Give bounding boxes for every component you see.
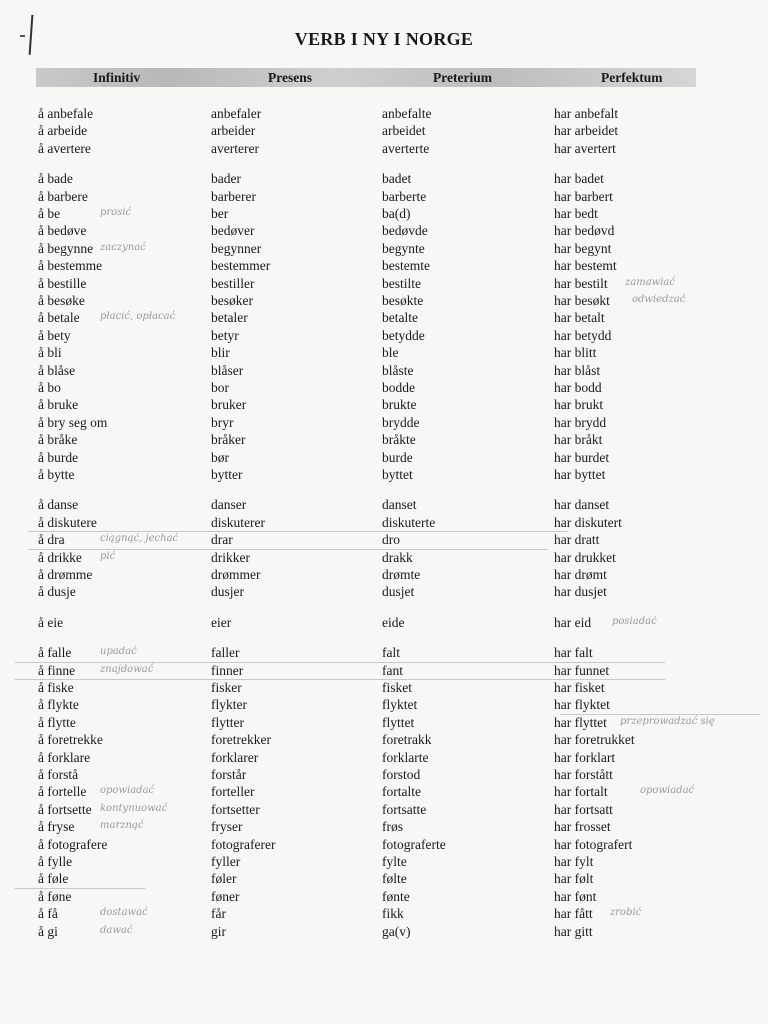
infinitiv-cell: å få bbox=[38, 906, 58, 922]
perfektum-cell: har fønt bbox=[554, 888, 597, 904]
infinitiv-cell: å fortsette bbox=[38, 801, 92, 817]
preterium-cell: averterte bbox=[382, 140, 430, 156]
table-row bbox=[0, 450, 768, 467]
scan-line bbox=[15, 888, 145, 889]
perfektum-cell: har foretrukket bbox=[554, 732, 635, 748]
preterium-cell: ga(v) bbox=[382, 923, 411, 939]
infinitiv-cell: å bety bbox=[38, 327, 71, 343]
handwritten-note: pić bbox=[100, 550, 116, 562]
presens-cell: averterer bbox=[211, 140, 259, 156]
page-title: VERB I NY I NORGE bbox=[294, 29, 474, 49]
infinitiv-cell: å føne bbox=[38, 888, 72, 904]
presens-cell: bor bbox=[211, 380, 229, 395]
preterium-cell: følte bbox=[382, 871, 407, 887]
perfektum-cell: har anbefalt bbox=[554, 106, 619, 121]
table-row bbox=[0, 432, 768, 449]
presens-cell: eier bbox=[211, 614, 232, 630]
infinitiv-cell: å flytte bbox=[38, 714, 76, 730]
perfektum-cell: har bestilt bbox=[554, 275, 608, 291]
perfektum-cell: har flyttet bbox=[554, 714, 607, 730]
preterium-cell: brukte bbox=[382, 397, 417, 413]
handwritten-note: odwiedzać bbox=[632, 294, 686, 305]
presens-cell: betaler bbox=[211, 310, 248, 326]
presens-cell: gir bbox=[211, 923, 226, 939]
handwritten-note: znajdować bbox=[100, 663, 154, 675]
handwritten-note: upadać bbox=[100, 646, 137, 658]
preterium-cell: flyktet bbox=[382, 697, 418, 713]
preterium-cell: betalte bbox=[382, 310, 418, 326]
presens-cell: bytter bbox=[211, 467, 243, 482]
preterium-cell: begynte bbox=[382, 240, 425, 256]
preterium-cell: flyttet bbox=[382, 714, 415, 730]
table-row bbox=[0, 889, 768, 906]
preterium-cell: dro bbox=[382, 532, 400, 548]
perfektum-cell: har besøkt bbox=[554, 293, 610, 308]
perfektum-cell: har bedt bbox=[554, 206, 598, 221]
infinitiv-cell: å bestemme bbox=[38, 258, 103, 274]
presens-cell: fisker bbox=[211, 680, 242, 695]
table-row bbox=[0, 750, 768, 767]
infinitiv-cell: å fylle bbox=[38, 854, 73, 869]
perfektum-cell: har begynt bbox=[554, 240, 612, 256]
preterium-cell: eide bbox=[382, 614, 405, 630]
infinitiv-cell: å bruke bbox=[38, 397, 79, 413]
table-row bbox=[0, 467, 768, 484]
infinitiv-cell: å flykte bbox=[38, 697, 79, 713]
preterium-cell: fortsatte bbox=[382, 801, 427, 817]
preterium-cell: fønte bbox=[382, 888, 410, 904]
presens-cell: arbeider bbox=[211, 123, 256, 139]
handwritten-note: marznąć bbox=[100, 820, 144, 832]
preterium-cell: fant bbox=[382, 662, 403, 678]
table-row bbox=[0, 415, 768, 432]
handwritten-note: płacić, opłacać bbox=[100, 311, 176, 323]
infinitiv-cell: å dra bbox=[38, 532, 65, 548]
presens-cell: ber bbox=[211, 206, 229, 221]
infinitiv-cell: å forklare bbox=[38, 749, 91, 765]
perfektum-cell: har dratt bbox=[554, 532, 600, 548]
perfektum-cell: har følt bbox=[554, 871, 594, 887]
perfektum-cell: har fisket bbox=[554, 680, 605, 695]
preterium-cell: bråkte bbox=[382, 432, 416, 448]
presens-cell: bryr bbox=[211, 414, 234, 430]
infinitiv-cell: å foretrekke bbox=[38, 732, 103, 748]
perfektum-cell: har brydd bbox=[554, 414, 607, 430]
presens-cell: bruker bbox=[211, 397, 247, 413]
perfektum-cell: har fortalt bbox=[554, 784, 608, 800]
infinitiv-cell: å danse bbox=[38, 497, 79, 513]
infinitiv-cell: å dusje bbox=[38, 584, 76, 600]
perfektum-cell: har danset bbox=[554, 497, 610, 513]
infinitiv-cell: å føle bbox=[38, 871, 69, 887]
infinitiv-cell: å be bbox=[38, 206, 61, 221]
perfektum-cell: har fortsatt bbox=[554, 801, 613, 817]
presens-cell: fryser bbox=[211, 819, 243, 835]
preterium-cell: bedøvde bbox=[382, 223, 428, 239]
infinitiv-cell: å fotografere bbox=[38, 836, 108, 852]
table-row bbox=[0, 680, 768, 697]
preterium-cell: fotograferte bbox=[382, 836, 446, 852]
infinitiv-cell: å drømme bbox=[38, 567, 93, 582]
perfektum-cell: har funnet bbox=[554, 662, 610, 678]
perfektum-cell: har burdet bbox=[554, 449, 610, 465]
preterium-cell: anbefalte bbox=[382, 106, 432, 121]
infinitiv-cell: å bråke bbox=[38, 432, 78, 448]
perfektum-cell: har forklart bbox=[554, 749, 616, 765]
preterium-cell: besøkte bbox=[382, 293, 424, 308]
presens-cell: føler bbox=[211, 871, 237, 887]
infinitiv-cell: å diskutere bbox=[38, 514, 97, 530]
table-row bbox=[0, 854, 768, 871]
perfektum-cell: har barbert bbox=[554, 188, 613, 204]
preterium-cell: ba(d) bbox=[382, 206, 411, 221]
table-row bbox=[0, 515, 768, 532]
preterium-cell: frøs bbox=[382, 819, 403, 835]
presens-cell: bader bbox=[211, 171, 241, 187]
scan-line bbox=[15, 662, 665, 663]
presens-cell: drikker bbox=[211, 549, 250, 565]
preterium-cell: barberte bbox=[382, 188, 427, 204]
table-row bbox=[0, 345, 768, 362]
table-row bbox=[0, 223, 768, 240]
perfektum-cell: har bråkt bbox=[554, 432, 603, 448]
perfektum-cell: har gitt bbox=[554, 923, 593, 939]
infinitiv-cell: å fryse bbox=[38, 819, 75, 835]
preterium-cell: bodde bbox=[382, 380, 415, 395]
presens-cell: blåser bbox=[211, 362, 244, 378]
presens-cell: flytter bbox=[211, 714, 244, 730]
preterium-cell: badet bbox=[382, 171, 412, 187]
preterium-cell: betydde bbox=[382, 327, 425, 343]
perfektum-cell: har drukket bbox=[554, 549, 616, 565]
presens-cell: foretrekker bbox=[211, 732, 271, 748]
infinitiv-cell: å bo bbox=[38, 380, 61, 395]
perfektum-cell: har fylt bbox=[554, 854, 594, 869]
handwritten-note: ciągnąć, jechać bbox=[100, 533, 179, 545]
preterium-cell: falt bbox=[382, 645, 400, 661]
infinitiv-cell: å eie bbox=[38, 614, 64, 630]
presens-cell: betyr bbox=[211, 327, 239, 343]
infinitiv-cell: å arbeide bbox=[38, 123, 88, 139]
preterium-cell: burde bbox=[382, 449, 413, 465]
infinitiv-cell: å barbere bbox=[38, 188, 88, 204]
perfektum-cell: har avertert bbox=[554, 140, 616, 156]
presens-cell: bestiller bbox=[211, 275, 255, 291]
presens-cell: blir bbox=[211, 345, 230, 361]
infinitiv-cell: å gi bbox=[38, 923, 58, 939]
perfektum-cell: har blitt bbox=[554, 345, 597, 361]
preterium-cell: bestilte bbox=[382, 275, 421, 291]
preterium-cell: forklarte bbox=[382, 749, 429, 765]
infinitiv-cell: å forstå bbox=[38, 767, 79, 782]
perfektum-cell: har drømt bbox=[554, 567, 607, 582]
table-row bbox=[0, 584, 768, 601]
table-row bbox=[0, 141, 768, 158]
handwritten-note: dostawać bbox=[100, 907, 148, 919]
perfektum-cell: har badet bbox=[554, 171, 604, 187]
perfektum-cell: har arbeidet bbox=[554, 123, 619, 139]
presens-cell: finner bbox=[211, 662, 244, 678]
perfektum-cell: har forstått bbox=[554, 767, 613, 782]
presens-cell: drar bbox=[211, 532, 233, 548]
handwritten-note: opowiadać bbox=[100, 785, 155, 797]
presens-cell: besøker bbox=[211, 293, 253, 308]
infinitiv-cell: å finne bbox=[38, 662, 76, 678]
perfektum-cell: har bodd bbox=[554, 380, 602, 395]
infinitiv-cell: å bytte bbox=[38, 467, 75, 482]
preterium-cell: fortalte bbox=[382, 784, 421, 800]
presens-cell: får bbox=[211, 906, 226, 922]
infinitiv-cell: å anbefale bbox=[38, 106, 94, 121]
presens-cell: bråker bbox=[211, 432, 246, 448]
presens-cell: fortsetter bbox=[211, 801, 260, 817]
table-row bbox=[0, 258, 768, 275]
presens-cell: fotograferer bbox=[211, 836, 276, 852]
infinitiv-cell: å avertere bbox=[38, 140, 91, 156]
handwritten-note: zrobić bbox=[610, 907, 642, 919]
infinitiv-cell: å burde bbox=[38, 449, 79, 465]
preterium-cell: diskuterte bbox=[382, 514, 436, 530]
perfektum-cell: har brukt bbox=[554, 397, 604, 413]
table-row bbox=[0, 697, 768, 714]
perfektum-cell: har fått bbox=[554, 906, 593, 922]
perfektum-cell: har byttet bbox=[554, 467, 606, 482]
perfektum-cell: har dusjet bbox=[554, 584, 607, 600]
presens-cell: bedøver bbox=[211, 223, 255, 239]
infinitiv-cell: å betale bbox=[38, 310, 80, 326]
handwritten-note: zamawiać bbox=[625, 276, 675, 288]
preterium-cell: danset bbox=[382, 497, 417, 513]
table-row bbox=[0, 567, 768, 584]
presens-cell: faller bbox=[211, 645, 240, 661]
preterium-cell: forstod bbox=[382, 767, 421, 782]
preterium-cell: foretrakk bbox=[382, 732, 432, 748]
preterium-cell: drømte bbox=[382, 567, 421, 582]
preterium-cell: drakk bbox=[382, 549, 413, 565]
presens-cell: dusjer bbox=[211, 584, 244, 600]
infinitiv-cell: å begynne bbox=[38, 240, 94, 256]
infinitiv-cell: å bestille bbox=[38, 275, 87, 291]
presens-cell: danser bbox=[211, 497, 247, 513]
infinitiv-cell: å besøke bbox=[38, 293, 85, 308]
infinitiv-cell: å bedøve bbox=[38, 223, 87, 239]
perfektum-cell: har betydd bbox=[554, 327, 612, 343]
table-row bbox=[0, 497, 768, 514]
preterium-cell: ble bbox=[382, 345, 399, 361]
preterium-cell: dusjet bbox=[382, 584, 415, 600]
table-row bbox=[0, 871, 768, 888]
perfektum-cell: har bedøvd bbox=[554, 223, 615, 239]
preterium-cell: bestemte bbox=[382, 258, 430, 274]
table-row bbox=[0, 328, 768, 345]
preterium-cell: fikk bbox=[382, 906, 404, 922]
scan-line bbox=[560, 714, 760, 715]
presens-cell: drømmer bbox=[211, 567, 261, 582]
table-row bbox=[0, 106, 768, 123]
table-row bbox=[0, 732, 768, 749]
infinitiv-cell: å bry seg om bbox=[38, 414, 108, 430]
presens-cell: flykter bbox=[211, 697, 247, 713]
scan-line bbox=[15, 679, 665, 680]
perfektum-cell: har bestemt bbox=[554, 258, 617, 274]
presens-cell: føner bbox=[211, 888, 240, 904]
preterium-cell: fylte bbox=[382, 854, 407, 869]
table-row bbox=[0, 363, 768, 380]
scan-line bbox=[28, 549, 548, 550]
table-row bbox=[0, 171, 768, 188]
presens-cell: forteller bbox=[211, 784, 255, 800]
preterium-cell: blåste bbox=[382, 362, 414, 378]
handwritten-note: prosić bbox=[100, 207, 132, 218]
presens-cell: bestemmer bbox=[211, 258, 271, 274]
infinitiv-cell: å falle bbox=[38, 645, 72, 661]
infinitiv-cell: å bade bbox=[38, 171, 73, 187]
header-infinitiv: Infinitiv bbox=[93, 70, 141, 85]
perfektum-cell: har diskutert bbox=[554, 514, 622, 530]
presens-cell: bør bbox=[211, 449, 229, 465]
infinitiv-cell: å fortelle bbox=[38, 784, 87, 800]
infinitiv-cell: å blåse bbox=[38, 362, 76, 378]
handwritten-note: posiadać bbox=[612, 615, 657, 627]
scan-line bbox=[28, 531, 568, 532]
handwritten-note: zaczynać bbox=[100, 241, 146, 253]
presens-cell: anbefaler bbox=[211, 106, 262, 121]
presens-cell: diskuterer bbox=[211, 514, 265, 530]
handwritten-note: opowiadać bbox=[640, 785, 695, 797]
presens-cell: forklarer bbox=[211, 749, 259, 765]
table-row bbox=[0, 123, 768, 140]
header-preterium: Preterium bbox=[433, 70, 492, 85]
table-row bbox=[0, 767, 768, 784]
handwritten-note: dawać bbox=[100, 924, 133, 936]
header-presens: Presens bbox=[268, 70, 312, 85]
perfektum-cell: har betalt bbox=[554, 310, 605, 326]
preterium-cell: byttet bbox=[382, 467, 413, 482]
preterium-cell: brydde bbox=[382, 414, 420, 430]
handwritten-note: kontynuować bbox=[100, 802, 168, 814]
perfektum-cell: har fotografert bbox=[554, 836, 633, 852]
perfektum-cell: har flyktet bbox=[554, 697, 610, 713]
perfektum-cell: har frosset bbox=[554, 819, 611, 835]
infinitiv-cell: å bli bbox=[38, 345, 62, 361]
handwritten-note: przeprowadzać się bbox=[620, 715, 715, 727]
table-row bbox=[0, 837, 768, 854]
perfektum-cell: har falt bbox=[554, 645, 593, 661]
infinitiv-cell: å drikke bbox=[38, 549, 82, 565]
presens-cell: forstår bbox=[211, 767, 247, 782]
infinitiv-cell: å fiske bbox=[38, 680, 74, 695]
presens-cell: fyller bbox=[211, 854, 241, 869]
preterium-cell: arbeidet bbox=[382, 123, 426, 139]
preterium-cell: fisket bbox=[382, 680, 412, 695]
header-perfektum: Perfektum bbox=[601, 70, 663, 85]
presens-cell: barberer bbox=[211, 188, 256, 204]
perfektum-cell: har eid bbox=[554, 614, 592, 630]
presens-cell: begynner bbox=[211, 240, 262, 256]
table-row bbox=[0, 397, 768, 414]
table-row bbox=[0, 380, 768, 397]
table-row bbox=[0, 189, 768, 206]
perfektum-cell: har blåst bbox=[554, 362, 601, 378]
